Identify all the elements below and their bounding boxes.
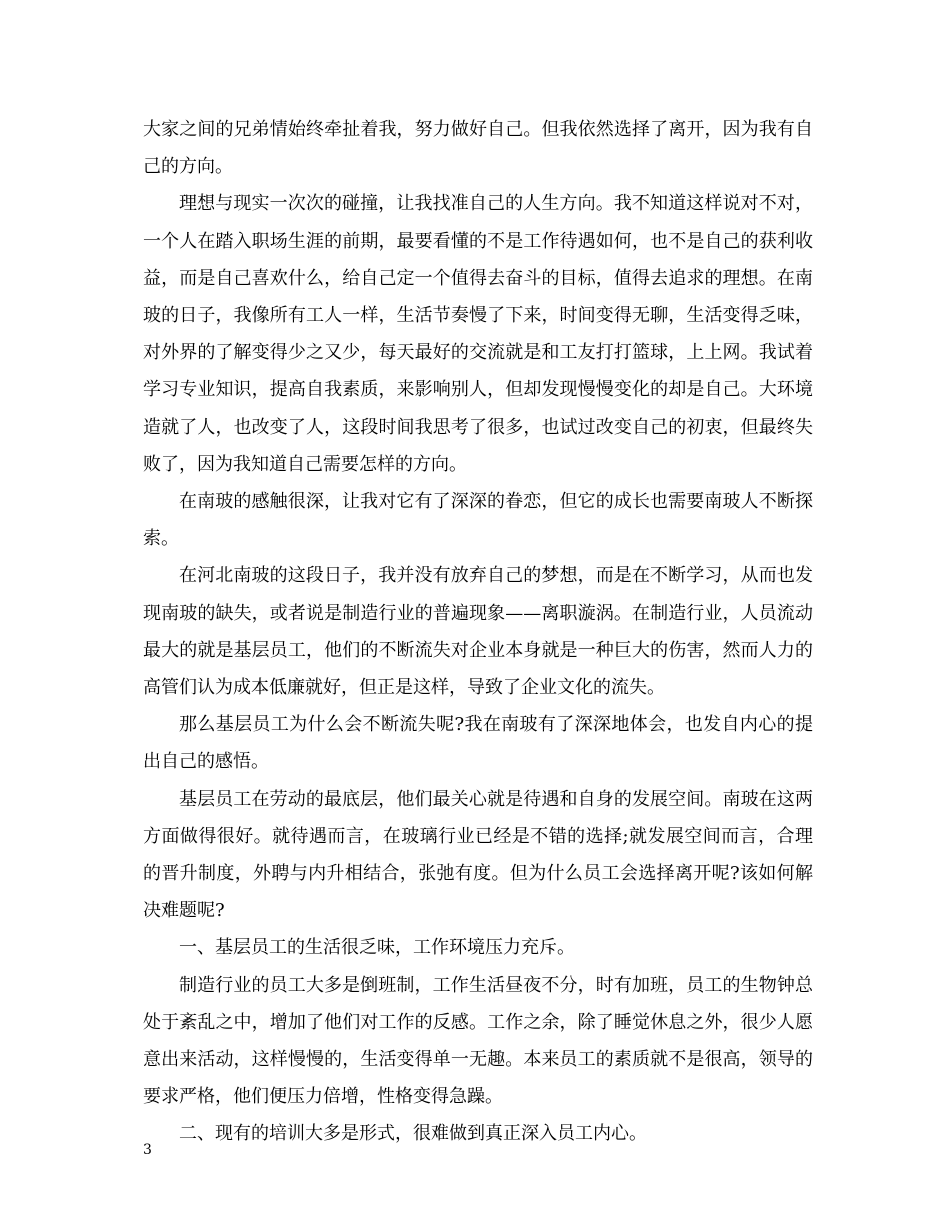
section-heading-1: 一、基层员工的生活很乏味，工作环境压力充斥。 <box>179 937 575 959</box>
paragraph-7: 制造行业的员工大多是倒班制，工作生活昼夜不分，时有加班，员工的生物钟总处于紊乱之中，增加了他们对工作的反感。工作之余，除了睡觉休息之外，很少人愿意出来活动，这样慢慢的，生活变得单一无趣。本来员工的素质就不是很高，领导的要求严格，他们便压力倍增，性格变得急躁。 <box>143 974 813 1108</box>
paragraph-1: 大家之间的兄弟情始终牵扯着我，努力做好自己。但我依然选择了离开，因为我有自己的方向。 <box>143 119 813 178</box>
paragraph-5: 那么基层员工为什么会不断流失呢?我在南玻有了深深地体会，也发自内心的提出自己的感悟。 <box>143 714 813 773</box>
paragraph-2: 理想与现实一次次的碰撞，让我找准自己的人生方向。我不知道这样说对不对，一个人在踏入职场生涯的前期，最要看懂的不是工作待遇如何，也不是自己的获利收益，而是自己喜欢什么，给自己定一个值得去奋斗的目标，值得去追求的理想。在南玻的日子，我像所有工人一样，生活节奏慢了下来，时间变得无聊，生活变得乏味，对外界的了解变得少之又少，每天最好的交流就是和工友打打篮球，上上网。我试着学习专业知识，提高自我素质，来影响别人，但却发现慢慢变化的却是自己。大环境造就了人，也改变了人，这段时间我思考了很多，也试过改变自己的初衷，但最终失败了，因为我知道自己需要怎样的方向。 <box>143 193 813 475</box>
paragraph-3: 在南玻的感触很深，让我对它有了深深的眷恋，但它的成长也需要南玻人不断探索。 <box>143 491 813 550</box>
section-heading-2: 二、现有的培训大多是形式，很难做到真正深入员工内心。 <box>179 1123 647 1145</box>
paragraph-4: 在河北南玻的这段日子，我并没有放弃自己的梦想，而是在不断学习，从而也发现南玻的缺失，或者说是制造行业的普遍现象——离职漩涡。在制造行业，人员流动最大的就是基层员工，他们的不断流失对企业本身就是一种巨大的伤害，然而人力的高管们认为成本低廉就好，但正是这样，导致了企业文化的流失。 <box>143 565 813 699</box>
document-body <box>143 111 813 1153</box>
paragraph-6: 基层员工在劳动的最底层，他们最关心就是待遇和自身的发展空间。南玻在这两方面做得很好。就待遇而言，在玻璃行业已经是不错的选择;就发展空间而言，合理的晋升制度，外聘与内升相结合，张弛有度。但为什么员工会选择离开呢?该如何解决难题呢? <box>143 788 813 922</box>
page-number: 3 <box>143 1142 152 1158</box>
